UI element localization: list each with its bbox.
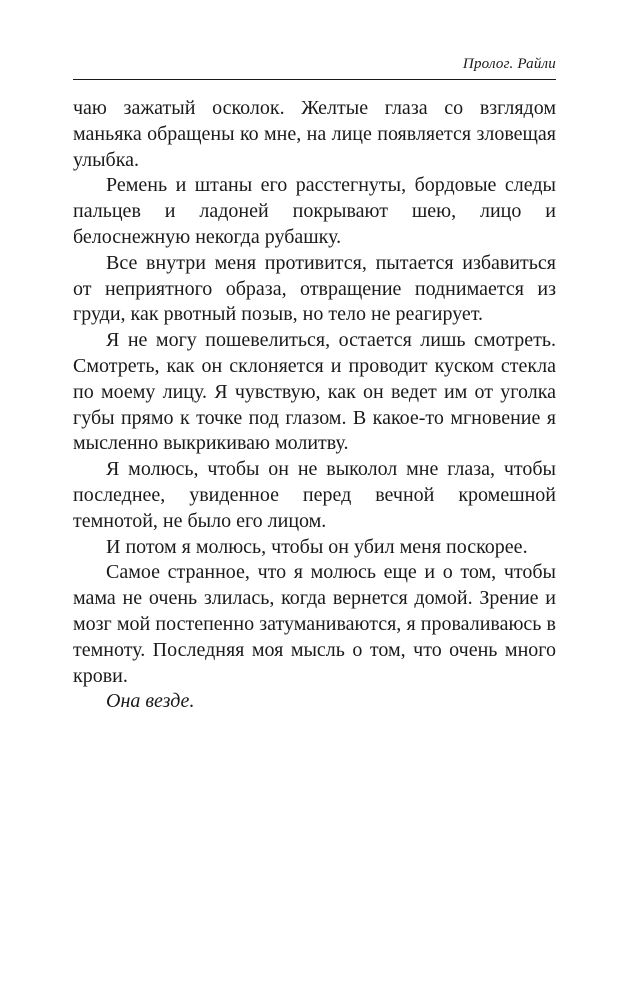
paragraph-italic: Она везде. <box>106 690 195 713</box>
paragraph: Самое странное, что я молюсь еще и о том, чтобы мама не очень злилась, когда вернется домой. Зрение и мозг мой постепенно затуманиваются, я проваливаюсь в темноту. Последняя моя мысль о том, что очень много крови. <box>73 561 556 687</box>
paragraph: И потом я молюсь, чтобы он убил меня поскорее. <box>106 535 528 558</box>
paragraph: Я не могу пошевелиться, остается лишь смотреть. Смотреть, как он склоняется и проводит куском стекла по моему лицу. Я чувствую, как он ведет им от уголка губы прямо к точке под глазом. В какое-то мгновение я мысленно выкрикиваю молитву. <box>73 329 556 455</box>
paragraph: Все внутри меня противится, пытается избавиться от неприятного образа, отвращение поднимается из груди, как рвотный позыв, но тело не реагирует. <box>73 251 556 326</box>
header-divider <box>73 79 556 80</box>
body-text <box>73 96 556 715</box>
running-header: Пролог. Райли <box>462 56 556 72</box>
paragraph: Ремень и штаны его расстегнуты, бордовые следы пальцев и ладоней покрывают шею, лицо и белоснежную некогда рубашку. <box>73 174 556 248</box>
paragraph: Я молюсь, чтобы он не выколол мне глаза, чтобы последнее, увиденное перед вечной кромешной темнотой, не было его лицом. <box>73 458 556 532</box>
paragraph-continuation: чаю зажатый осколок. Желтые глаза со взглядом маньяка обращены ко мне, на лице появляется зловещая улыбка. <box>73 97 556 171</box>
